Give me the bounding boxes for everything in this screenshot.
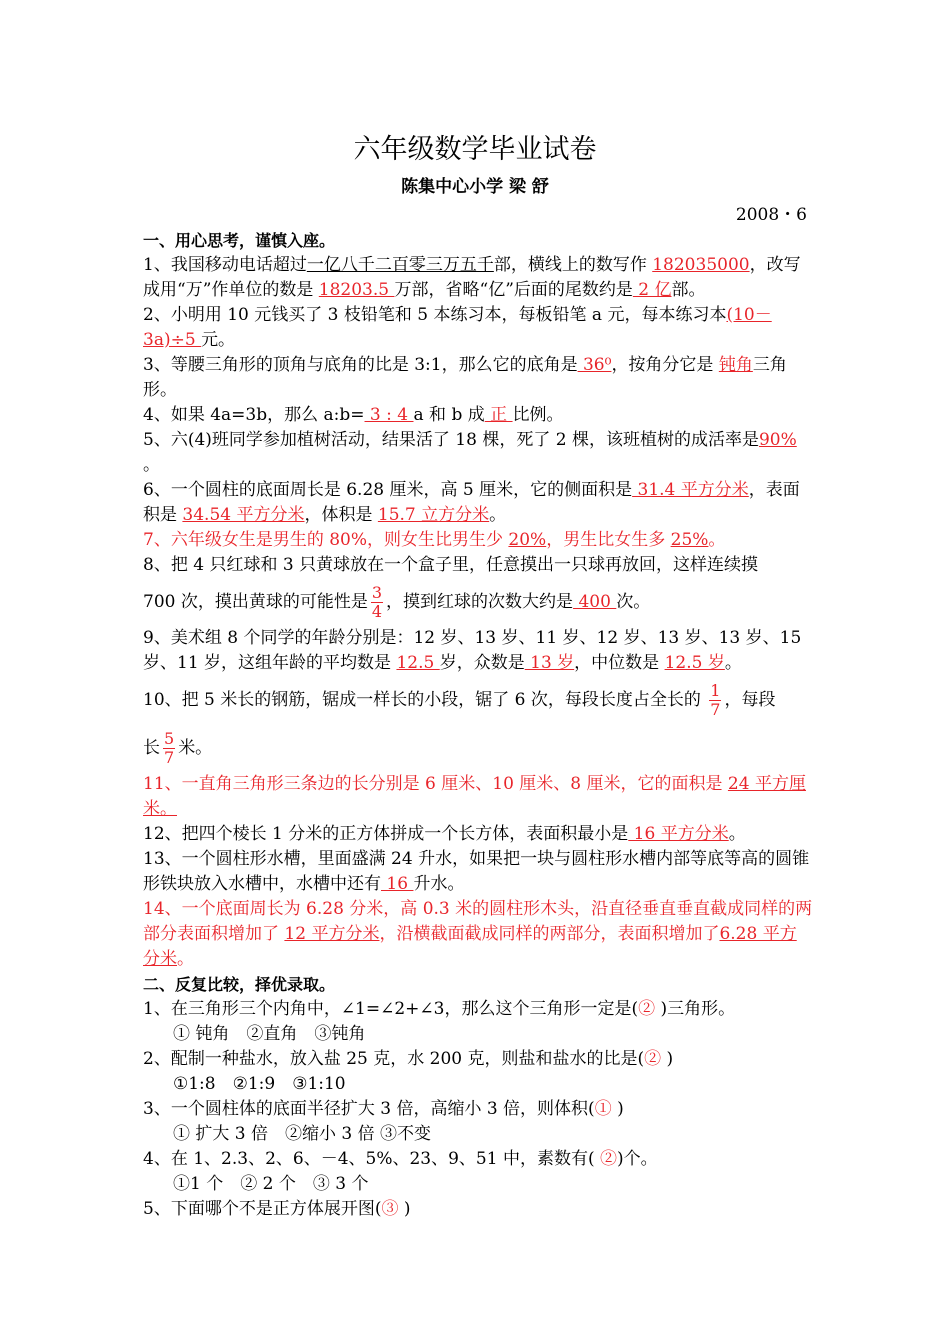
choice-options-3: ① 扩大 3 倍 ②缩小 3 倍 ③不变	[173, 1124, 432, 1144]
q1-answer: 18203.5	[318, 280, 395, 300]
q8-text: 次。	[616, 592, 651, 612]
q12-text: 12、把四个棱长 1 分米的正方体拼成一个长方体，表面积最小是	[143, 824, 629, 844]
q1-underlined: 一亿八千二百零三万五千	[306, 255, 494, 275]
q13-text: 13、一个圆柱形水槽，里面盛满 24 升水，如果把一块与圆柱形水槽内部等底等高的圆锥形铁块放入水槽中，水槽中还有	[143, 849, 810, 894]
fraction-numerator: 5	[164, 729, 175, 748]
section-heading-1: 一、用心思考，谨慎入座。	[143, 231, 336, 250]
q3-answer: 钝角	[718, 355, 753, 375]
question-6	[143, 478, 813, 528]
q8-text: 8、把 4 只红球和 3 只黄球放在一个盒子里，任意摸出一只球再放回，这样连续摸	[143, 555, 759, 575]
q4-text: 比例。	[512, 405, 564, 425]
q5-answer: 90%	[758, 430, 797, 450]
c4-text: )个。	[617, 1149, 658, 1169]
q4-answer: 3 : 4	[364, 405, 414, 425]
q14-text: 14、一个底面周长为 6.28 分米，高 0.3 米的圆柱形木头，沿直径垂直垂直截成同样的两部分表面积增加了	[143, 899, 813, 944]
q8-answer: 400	[573, 592, 617, 612]
q10-text: 米。	[178, 738, 213, 758]
q6-text: 6、一个圆柱的底面周长是 6.28 厘米，高 5 厘米，它的侧面积是	[143, 480, 633, 500]
q1-answer: 2 亿	[632, 280, 672, 300]
fraction-denominator: 4	[371, 602, 383, 621]
q14-text: ，沿横截面截成同样的两部分，表面积增加了	[379, 924, 720, 944]
q1-text: 部，横线上的数写作	[493, 255, 653, 275]
q9-answer: 13 岁	[524, 653, 575, 673]
q10-text: 10、把 5 米长的钢筋，锯成一样长的小段，锯了 6 次，每段长度占全长的	[143, 690, 707, 710]
q5-text: 。	[143, 455, 160, 475]
page-title: 六年级数学毕业试卷	[353, 134, 597, 165]
section-heading-2: 二、反复比较，择优录取。	[143, 975, 336, 994]
q6-text: ，体积是	[304, 505, 378, 525]
q13-answer: 16	[381, 874, 414, 894]
q7-answer: 25%	[670, 530, 709, 550]
choice-options-2: ①1:8 ②1:9 ③1:10	[173, 1074, 346, 1094]
question-11	[143, 772, 813, 822]
c1-answer: ②	[638, 999, 656, 1019]
fraction-denominator: 7	[164, 748, 175, 767]
q4-text: a 和 b 成	[413, 405, 485, 425]
q6-text: 。	[489, 505, 507, 525]
q7-answer: 20%	[508, 530, 547, 550]
q5-text: 5、六(4)班同学参加植树活动，结果活了 18 棵，死了 2 棵，该班植树的成活率是	[143, 430, 759, 450]
q11-answer: 24 平方厘米。	[143, 774, 806, 819]
c2-text: )	[661, 1049, 674, 1069]
question-4	[143, 403, 813, 428]
c2-text: 2、配制一种盐水，放入盐 25 克，水 200 克，则盐和盐水的比是(	[143, 1049, 645, 1069]
q4-answer: 正	[484, 405, 513, 425]
q1-answer: 182035000	[652, 255, 750, 275]
question-12	[143, 822, 813, 847]
q8-text: ，摸到红球的次数大约是	[386, 592, 574, 612]
q14-answer: 6.28 平方分米	[143, 924, 797, 969]
q3-text: 3、等腰三角形的顶角与底角的比是 3:1，那么它的底角是	[143, 355, 578, 375]
q14-answer: 12 平方分米	[284, 924, 380, 944]
q14-text: 。	[177, 949, 194, 969]
c1-text: 1、在三角形三个内角中，∠1=∠2+∠3，那么这个三角形一定是(	[143, 999, 639, 1019]
q10-fraction-1	[709, 682, 721, 719]
question-8	[143, 553, 813, 578]
c3-text: )	[611, 1099, 624, 1119]
q8-fraction	[371, 584, 383, 621]
fraction-numerator: 1	[710, 681, 721, 700]
question-3	[143, 353, 813, 403]
question-13	[143, 847, 813, 897]
question-5	[143, 428, 813, 478]
fraction-denominator: 7	[710, 700, 721, 719]
q4-text: 4、如果 4a=3b，那么 a:b=	[143, 405, 365, 425]
q2-text: 2、小明用 10 元钱买了 3 枝铅笔和 5 本练习本，每板铅笔 a 元，每本练习本	[143, 305, 727, 325]
exam-content	[143, 228, 813, 1222]
choice-options-4: ①1 个 ② 2 个 ③ 3 个	[173, 1174, 369, 1194]
q1-text: 部。	[671, 280, 706, 300]
q9-text: 。	[724, 653, 742, 673]
q3-answer: 36⁰	[577, 355, 612, 375]
q2-text: 元。	[201, 330, 236, 350]
choice-question-5	[143, 1197, 813, 1222]
q9-answer: 12.5	[396, 653, 440, 673]
choice-question-4	[143, 1147, 813, 1172]
q12-text: 。	[728, 824, 746, 844]
fraction-numerator: 3	[371, 583, 383, 602]
q6-answer: 34.54 平方分米	[182, 505, 305, 525]
c3-text: 3、一个圆柱体的底面半径扩大 3 倍，高缩小 3 倍，则体积(	[143, 1099, 595, 1119]
choice-question-1	[143, 997, 813, 1022]
q6-text: ，表面积是	[143, 480, 800, 525]
c4-text: 4、在 1、2.3、2、6、－4、5%、23、9、51 中，素数有(	[143, 1149, 601, 1169]
c5-text: )	[398, 1199, 411, 1219]
q10-fraction-2	[163, 730, 175, 767]
c3-answer: ①	[594, 1099, 612, 1119]
q10-text: 长	[143, 738, 160, 758]
q3-text: 三角形。	[143, 355, 787, 400]
choice-question-3	[143, 1097, 813, 1122]
q8-text: 700 次，摸出黄球的可能性是	[143, 592, 368, 612]
q1-text: 万部，省略“亿”后面的尾数约是	[394, 280, 633, 300]
c5-text: 5、下面哪个不是正方体展开图(	[143, 1199, 382, 1219]
question-2	[143, 303, 813, 353]
q9-text: ，中位数是	[574, 653, 665, 673]
q6-answer: 15.7 立方分米	[377, 505, 490, 525]
c5-answer: ③	[381, 1199, 399, 1219]
date-line: 2008・6	[735, 205, 807, 225]
q6-answer: 31.4 平方分米	[632, 480, 749, 500]
q13-text: 升水。	[413, 874, 465, 894]
c2-answer: ②	[644, 1049, 662, 1069]
q12-answer: 16 平方分米	[628, 824, 729, 844]
q1-text: 1、我国移动电话超过	[143, 255, 307, 275]
question-8-cont	[143, 578, 813, 626]
q7-text: 7、六年级女生是男生的 80%，则女生比男生少	[143, 530, 509, 550]
choice-question-2	[143, 1047, 813, 1072]
question-1	[143, 253, 813, 303]
question-10-cont	[143, 724, 813, 772]
question-7	[143, 528, 813, 553]
q7-text: ，男生比女生多	[546, 530, 671, 550]
q3-text: ，按角分它是	[611, 355, 719, 375]
q2-answer: (10－3a)÷5	[143, 305, 772, 350]
q11-text: 11、一直角三角形三条边的长分别是 6 厘米、10 厘米、8 厘米，它的面积是	[143, 774, 728, 794]
author-line: 陈集中心小学 梁 舒	[401, 177, 549, 197]
q9-answer: 12.5 岁	[664, 653, 725, 673]
q1-text: ，改写成用“万”作单位的数是	[143, 255, 801, 300]
question-9	[143, 626, 813, 676]
q9-text: 9、美术组 8 个同学的年龄分别是：12 岁、13 岁、11 岁、12 岁、13 岁、13 岁、15 岁、11 岁，这组年龄的平均数是	[143, 628, 802, 673]
q10-text: ，每段	[724, 690, 776, 710]
c4-answer: ②	[600, 1149, 618, 1169]
q7-text: 。	[708, 530, 726, 550]
choice-options-1: ① 钝角 ②直角 ③钝角	[173, 1024, 366, 1044]
question-14	[143, 897, 813, 972]
question-10	[143, 676, 813, 724]
q9-text: 岁，众数是	[439, 653, 525, 673]
c1-text: )三角形。	[655, 999, 736, 1019]
